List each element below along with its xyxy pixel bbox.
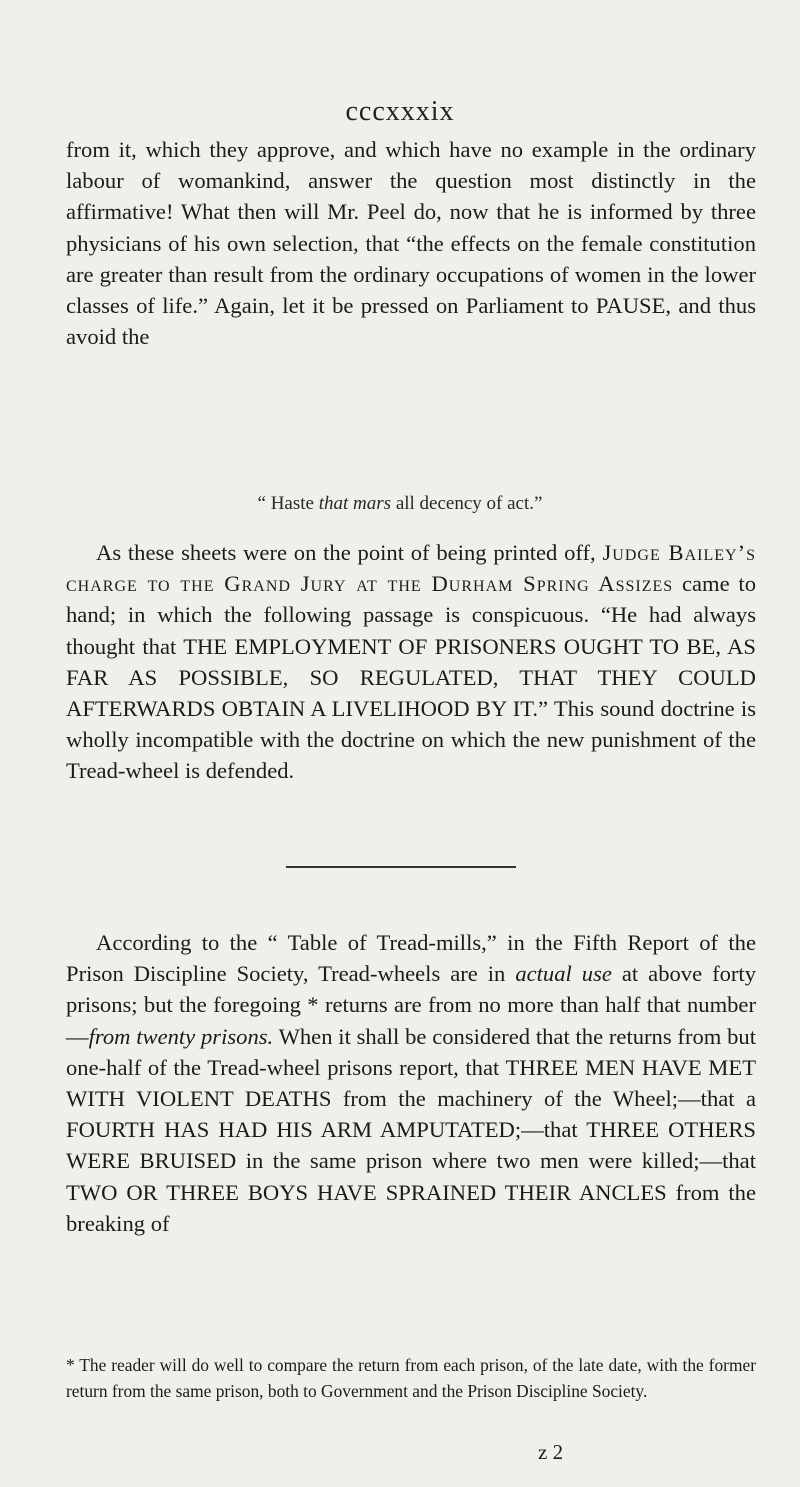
section-divider xyxy=(286,866,516,868)
quote-open: “ Haste xyxy=(257,493,319,514)
page-number: cccxxxix xyxy=(345,96,455,127)
italic-phrase: actual use xyxy=(515,961,612,987)
paragraph-text: When it shall be considered that the returns from but one-half of the Tread-wheel prisons report, that THREE MEN HAVE MET WITH VIOLENT DEATHS from the machinery of the Wheel;—that a FOURTH HAS HAD HIS ARM AMPUTATED;—that THREE OTHERS WERE BRUISED in the same prison where two men were killed;—that TWO OR THREE BOYS HAVE SPRAINED THEIR ANCLES from the breaking of xyxy=(66,1023,756,1236)
small-caps-reference: Judge Bailey’s charge to the Grand Jury at the Durham Spring Assizes xyxy=(66,540,756,597)
signature-mark: z 2 xyxy=(538,1440,564,1464)
italic-phrase: from twenty prisons. xyxy=(88,1023,274,1049)
paragraph-text: According to the “ Table of Tread-mills,” in the Fifth Report of the Prison Discipline Society, Tread-wheels are in xyxy=(66,930,756,987)
footnote: * The reader will do well to compare the return from each prison, of the late date, with the former return from the same prison, both to Government and the Prison Discipline Society. xyxy=(66,1355,756,1401)
quote-italic: that mars xyxy=(318,493,392,514)
paragraph-judge-bailey xyxy=(66,537,756,787)
paragraph-text: As these sheets were on the point of being printed off, xyxy=(96,540,603,565)
paragraph-continuation: from it, which they approve, and which have no example in the ordinary labour of womankind, answer the question most distinctly in the affirmative! What then will Mr. Peel do, now that he is informed by three physicians of his own selection, that “the effects on the female constitution are greater than result from the ordinary occupations of women in the lower classes of life.” Again, let it be pressed on Parliament to PAUSE, and thus avoid the xyxy=(66,137,756,350)
paragraph-text: at above forty prisons; but the foregoing * returns are from no more than half that number— xyxy=(66,961,757,1049)
quote-close: all decency of act.” xyxy=(391,493,543,514)
paragraph-text: came to hand; in which the following passage is conspicuous. “He had always thought that THE EMPLOYMENT OF PRISONERS OUGHT TO BE, AS FAR AS POSSIBLE, SO REGULATED, THAT THEY COULD AFTERWARDS OBTAIN A LIVELIHOOD BY IT.” This sound doctrine is wholly incompatible with the doctrine on which the new punishment of the Tread-wheel is defended. xyxy=(66,571,756,784)
verse-quotation xyxy=(0,493,800,515)
paragraph-tread-mills xyxy=(66,927,756,1239)
